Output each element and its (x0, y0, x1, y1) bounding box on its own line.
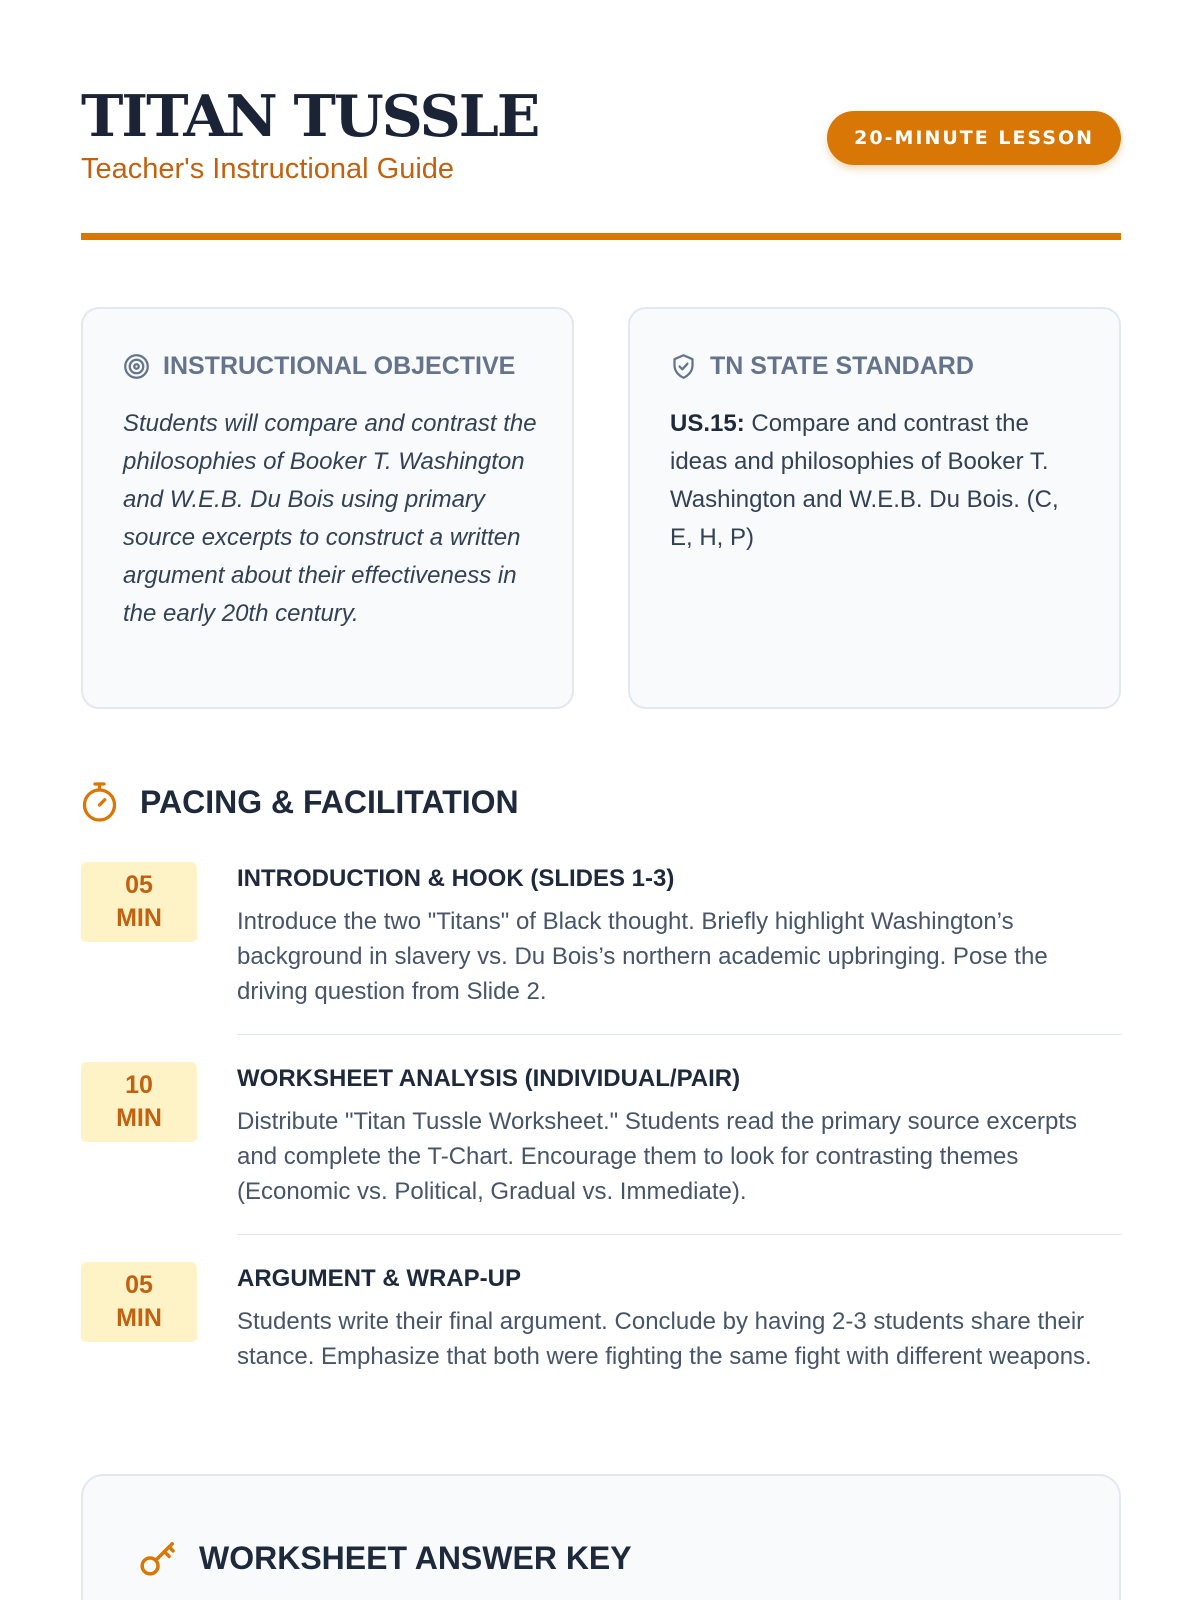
pacing-heading (81, 780, 519, 824)
standard-text: Compare and contrast the ideas and philosophies of Booker T. Washington and W.E.B. Du Bois. (C, E, H, P) (670, 410, 1059, 551)
header-divider (81, 233, 1121, 240)
time-unit: MIN (116, 1304, 162, 1332)
answer-key-card (81, 1474, 1121, 1600)
lesson-guide-page (81, 0, 1121, 1600)
time-unit: MIN (116, 904, 162, 932)
time-badge (81, 1062, 197, 1142)
step-divider (237, 1234, 1121, 1235)
answer-key-heading (139, 1536, 632, 1580)
time-unit: MIN (116, 1104, 162, 1132)
step-title: INTRODUCTION & HOOK (SLIDES 1-3) (237, 865, 675, 892)
lesson-duration-badge: 20-MINUTE LESSON (827, 111, 1121, 165)
time-badge (81, 862, 197, 942)
objective-heading (123, 351, 515, 381)
time-badge (81, 1262, 197, 1342)
step-title: ARGUMENT & WRAP-UP (237, 1265, 521, 1292)
page-header (81, 84, 1121, 194)
standard-heading-label: TN STATE STANDARD (710, 351, 974, 380)
pacing-heading-label: PACING & FACILITATION (140, 783, 519, 820)
standard-card (628, 307, 1121, 709)
target-icon (123, 353, 150, 380)
standard-heading (670, 351, 974, 381)
standard-code: US.15: (670, 410, 745, 437)
step-description: Students write their final argument. Conclude by having 2-3 students share their stance. Emphasize that both were fighting the same fight with different weapons. (237, 1308, 1092, 1370)
page-subtitle: Teacher's Instructional Guide (81, 153, 455, 185)
key-icon (139, 1539, 177, 1577)
objective-card (81, 307, 574, 709)
stopwatch-icon (81, 781, 118, 823)
objective-heading-label: INSTRUCTIONAL OBJECTIVE (163, 351, 516, 380)
step-description: Distribute "Titan Tussle Worksheet." Students read the primary source excerpts and complete the T-Chart. Encourage them to look for contrasting themes (Economic vs. Political, Gradual vs. Immediate). (237, 1108, 1078, 1205)
page-title: TITAN TUSSLE (81, 83, 539, 150)
step-description: Introduce the two "Titans" of Black thought. Briefly highlight Washington’s background in slavery vs. Du Bois’s northern academic upbringing. Pose the driving question from Slide 2. (237, 908, 1048, 1005)
time-minutes: 05 (125, 1271, 153, 1299)
time-minutes: 10 (125, 1071, 153, 1099)
standard-text-block (670, 405, 1080, 557)
objective-text: Students will compare and contrast the philosophies of Booker T. Washington and W.E.B. Du Bois using primary source excerpts to construct a written argument about their effectiveness in the early 20th century. (123, 410, 537, 627)
shield-check-icon (670, 353, 697, 380)
step-title: WORKSHEET ANALYSIS (INDIVIDUAL/PAIR) (237, 1065, 741, 1092)
time-minutes: 05 (125, 871, 153, 899)
step-divider (237, 1034, 1121, 1035)
answer-key-heading-label: WORKSHEET ANSWER KEY (199, 1539, 632, 1576)
